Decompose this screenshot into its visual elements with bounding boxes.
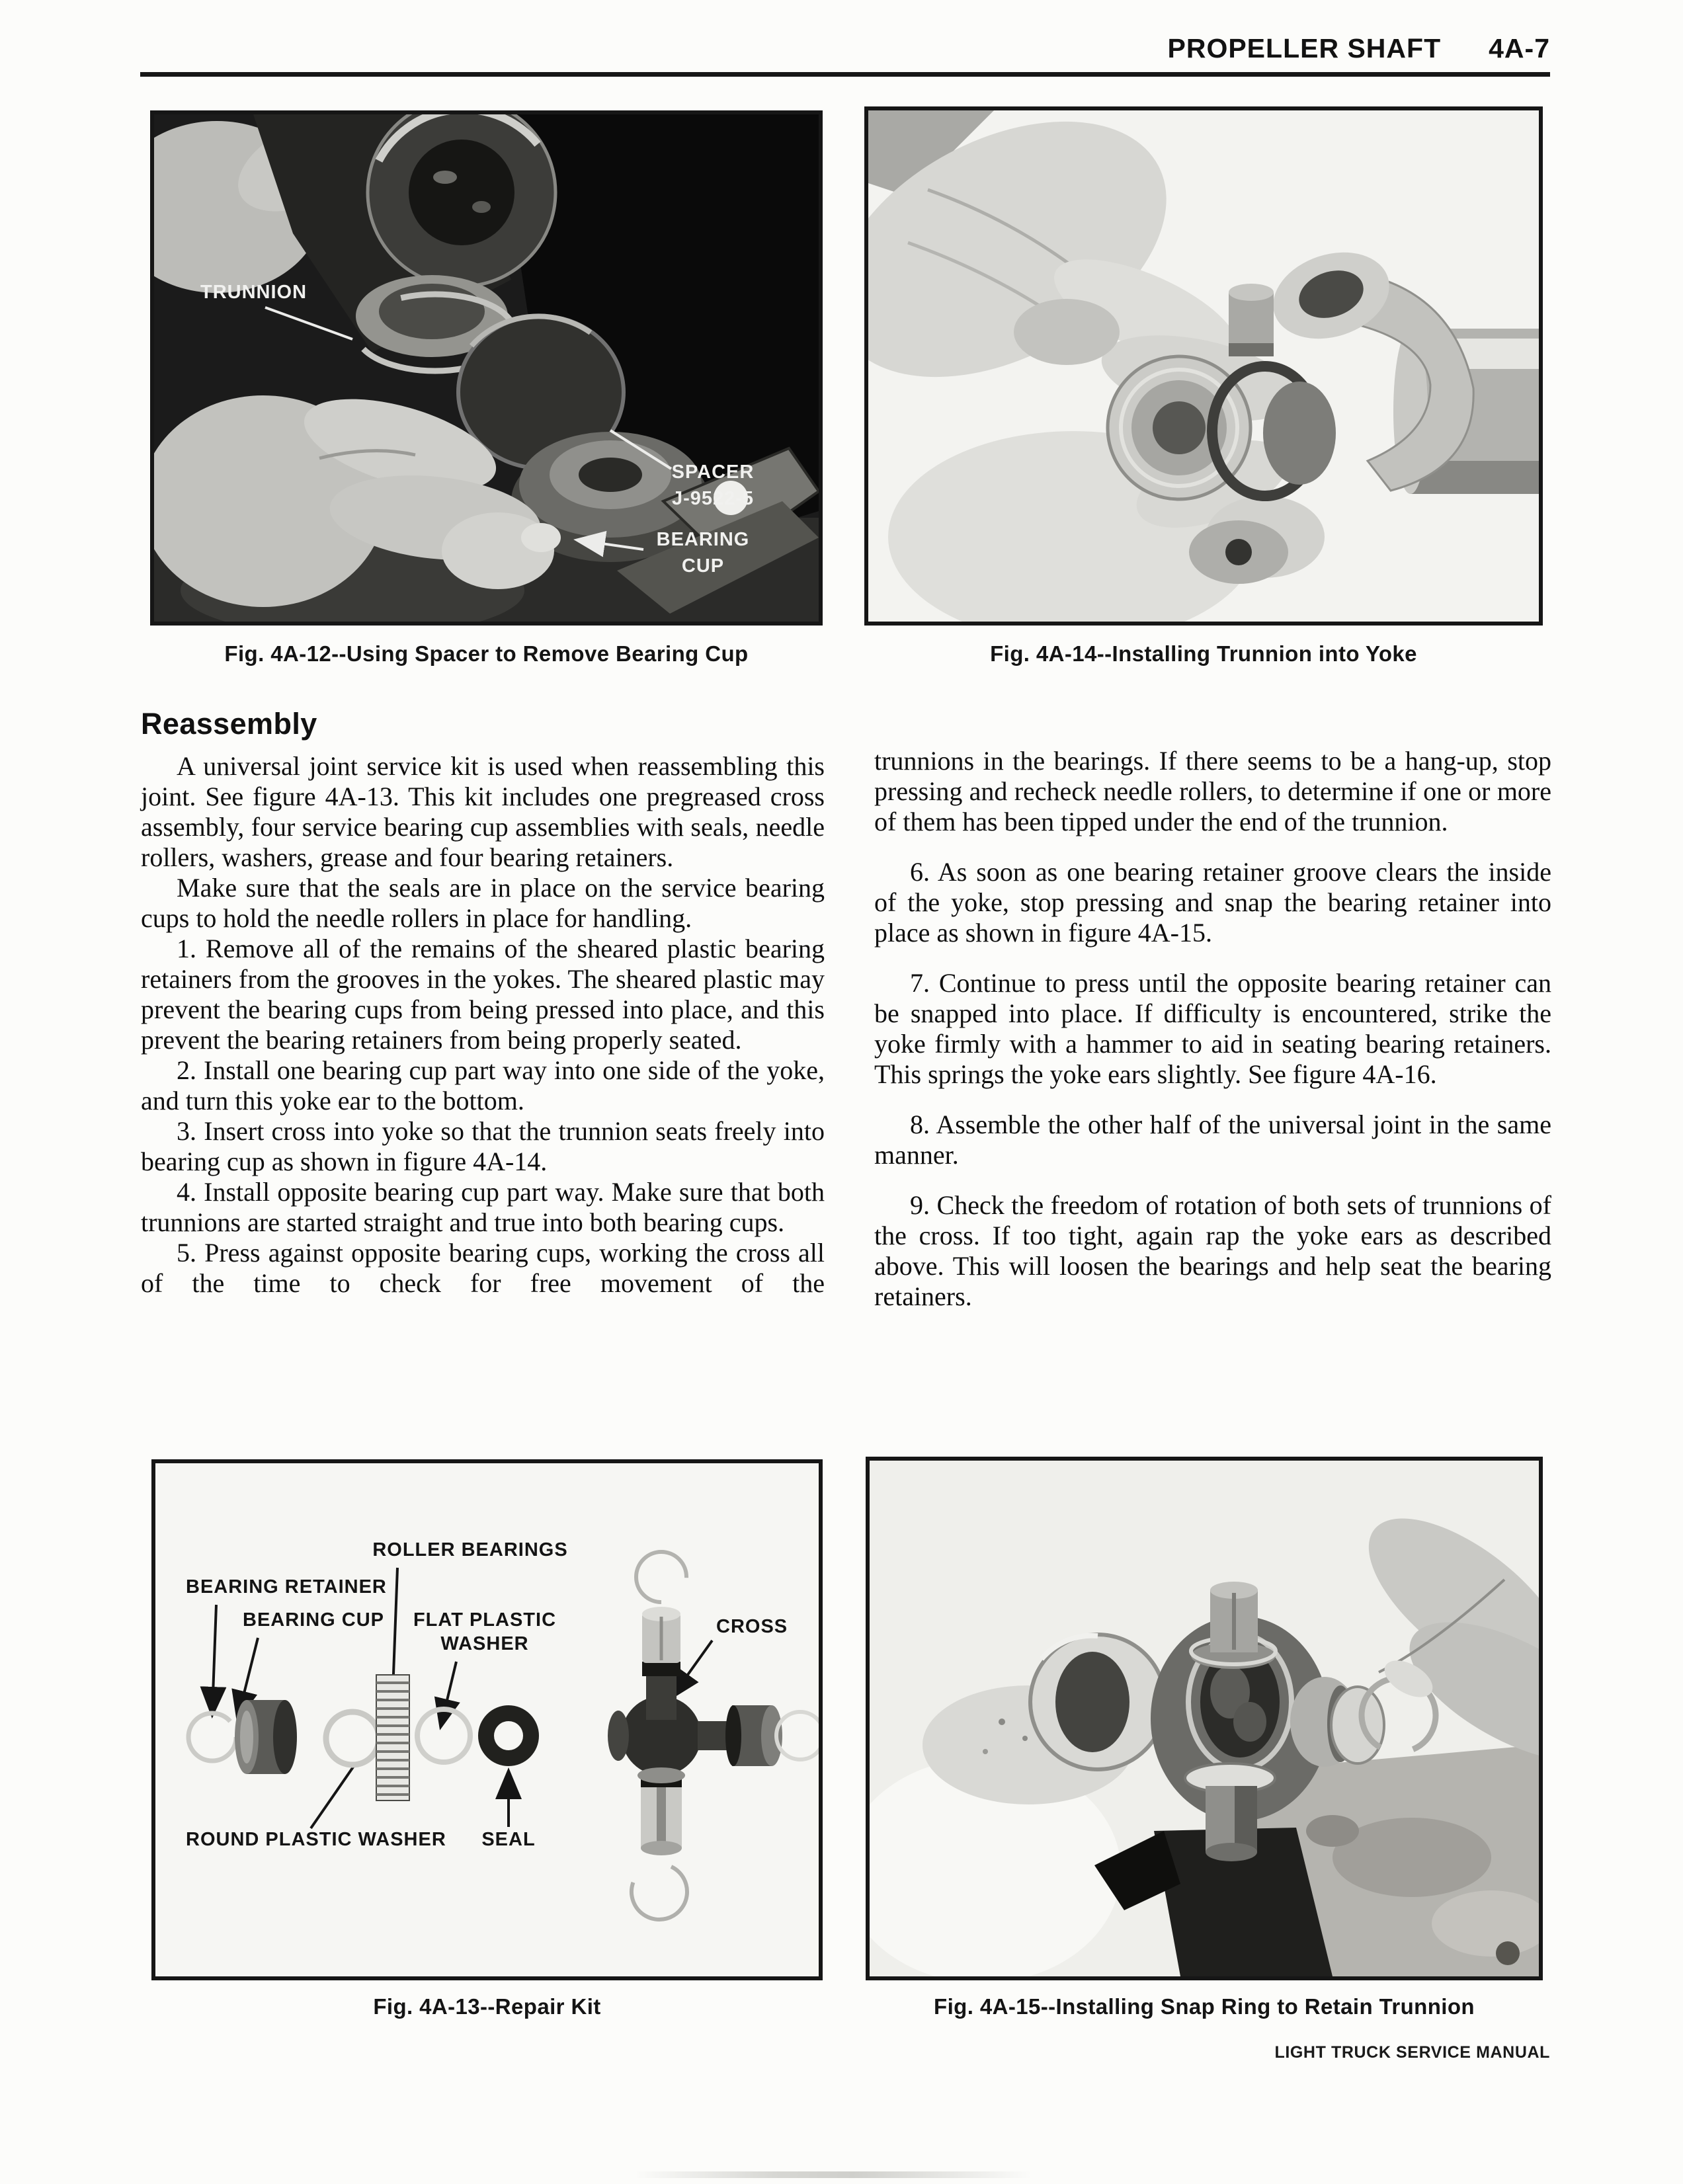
paragraph: A universal joint service kit is used when reassembling this joint. See figure 4A-13. This kit includes one pregreased cross assembly, four service bearing cup assemblies with seals, needle rollers, washers, grease and four bearing retainers.: [141, 751, 825, 872]
paragraph: 7. Continue to press until the opposite bearing retainer can be snapped into place. If difficulty is encountered, strike the yoke firmly with a hammer to aid in seating bearing retainers. This springs the yoke ears slightly. See figure 4A-16.: [874, 968, 1551, 1089]
paragraph: 3. Insert cross into yoke so that the trunnion seats freely into bearing cup as shown in figure 4A-14.: [141, 1116, 825, 1176]
figure-4a-12: [150, 110, 823, 626]
paragraph: 5. Press against opposite bearing cups, working the cross all of the time to check for free movement of the: [141, 1238, 825, 1298]
photo-installing-trunnion: [868, 110, 1539, 622]
scan-artifact: [635, 2171, 1032, 2178]
caption-fig-4a-14: Fig. 4A-14--Installing Trunnion into Yoke: [990, 641, 1417, 666]
spacer-label-line1: SPACER: [671, 462, 755, 483]
caption-fig-4a-13: Fig. 4A-13--Repair Kit: [373, 1994, 601, 2019]
flat-plastic-washer-label-line2: WASHER: [440, 1633, 529, 1654]
paragraph: 4. Install opposite bearing cup part way. Make sure that both trunnions are started straight and true into both bearing cups.: [141, 1177, 825, 1237]
roller-bearings-label: ROLLER BEARINGS: [372, 1539, 568, 1560]
left-text-column: [141, 709, 825, 1299]
round-plastic-washer-label: ROUND PLASTIC WASHER: [186, 1829, 446, 1850]
bearing-cup-label-line1: BEARING: [656, 529, 750, 550]
caption-fig-4a-15: Fig. 4A-15--Installing Snap Ring to Retain Trunnion: [934, 1994, 1475, 2019]
photo-installing-snap-ring: [870, 1461, 1539, 1976]
bearing-cup-label-line2: CUP: [681, 555, 725, 577]
manual-name-footer: LIGHT TRUCK SERVICE MANUAL: [1274, 2043, 1550, 2062]
diagram-repair-kit: [155, 1463, 819, 1976]
photo-using-spacer: [154, 114, 819, 622]
cross-label: CROSS: [716, 1616, 788, 1637]
caption-fig-4a-12: Fig. 4A-12--Using Spacer to Remove Bearing Cup: [224, 641, 749, 666]
flat-plastic-washer-label-line1: FLAT PLASTIC: [413, 1609, 557, 1631]
header-section-title: PROPELLER SHAFT: [1167, 33, 1442, 63]
page-header: [140, 33, 1550, 64]
section-heading: Reassembly: [141, 707, 317, 741]
figure-4a-15: [866, 1457, 1543, 1980]
bearing-cup-label: BEARING CUP: [243, 1609, 385, 1631]
spacer-label-line2: J-9522-5: [671, 488, 755, 509]
trunnion-label: TRUNNION: [200, 282, 308, 303]
header-page-number: 4A-7: [1489, 33, 1550, 63]
paragraph: 1. Remove all of the remains of the sheared plastic bearing retainers from the grooves in the yokes. The sheared plastic may prevent the bearing cups from being pressed into place, and this prevent the bearing retainers from being properly seated.: [141, 934, 825, 1055]
figure-4a-13: [151, 1459, 823, 1980]
paragraph: trunnions in the bearings. If there seems to be a hang-up, stop pressing and recheck needle rollers, to determine if one or more of them has been tipped under the end of the trunnion.: [874, 746, 1551, 836]
seal-label: SEAL: [481, 1829, 536, 1850]
paragraph: 6. As soon as one bearing retainer groove clears the inside of the yoke, stop pressing and snap the bearing retainer into place as shown in figure 4A-15.: [874, 857, 1551, 948]
right-text-column: [874, 746, 1551, 1312]
header-rule: [140, 72, 1550, 77]
paragraph: 9. Check the freedom of rotation of both sets of trunnions of the cross. If too tight, again rap the yoke ears as described above. This will loosen the bearings and help seat the bearing retainers.: [874, 1190, 1551, 1311]
bearing-retainer-label: BEARING RETAINER: [186, 1576, 387, 1598]
paragraph: Make sure that the seals are in place on the service bearing cups to hold the needle rollers in place for handling.: [141, 873, 825, 933]
figure-4a-14: [864, 106, 1543, 626]
paragraph: 8. Assemble the other half of the universal joint in the same manner.: [874, 1110, 1551, 1170]
paragraph: 2. Install one bearing cup part way into one side of the yoke, and turn this yoke ear to the bottom.: [141, 1055, 825, 1115]
